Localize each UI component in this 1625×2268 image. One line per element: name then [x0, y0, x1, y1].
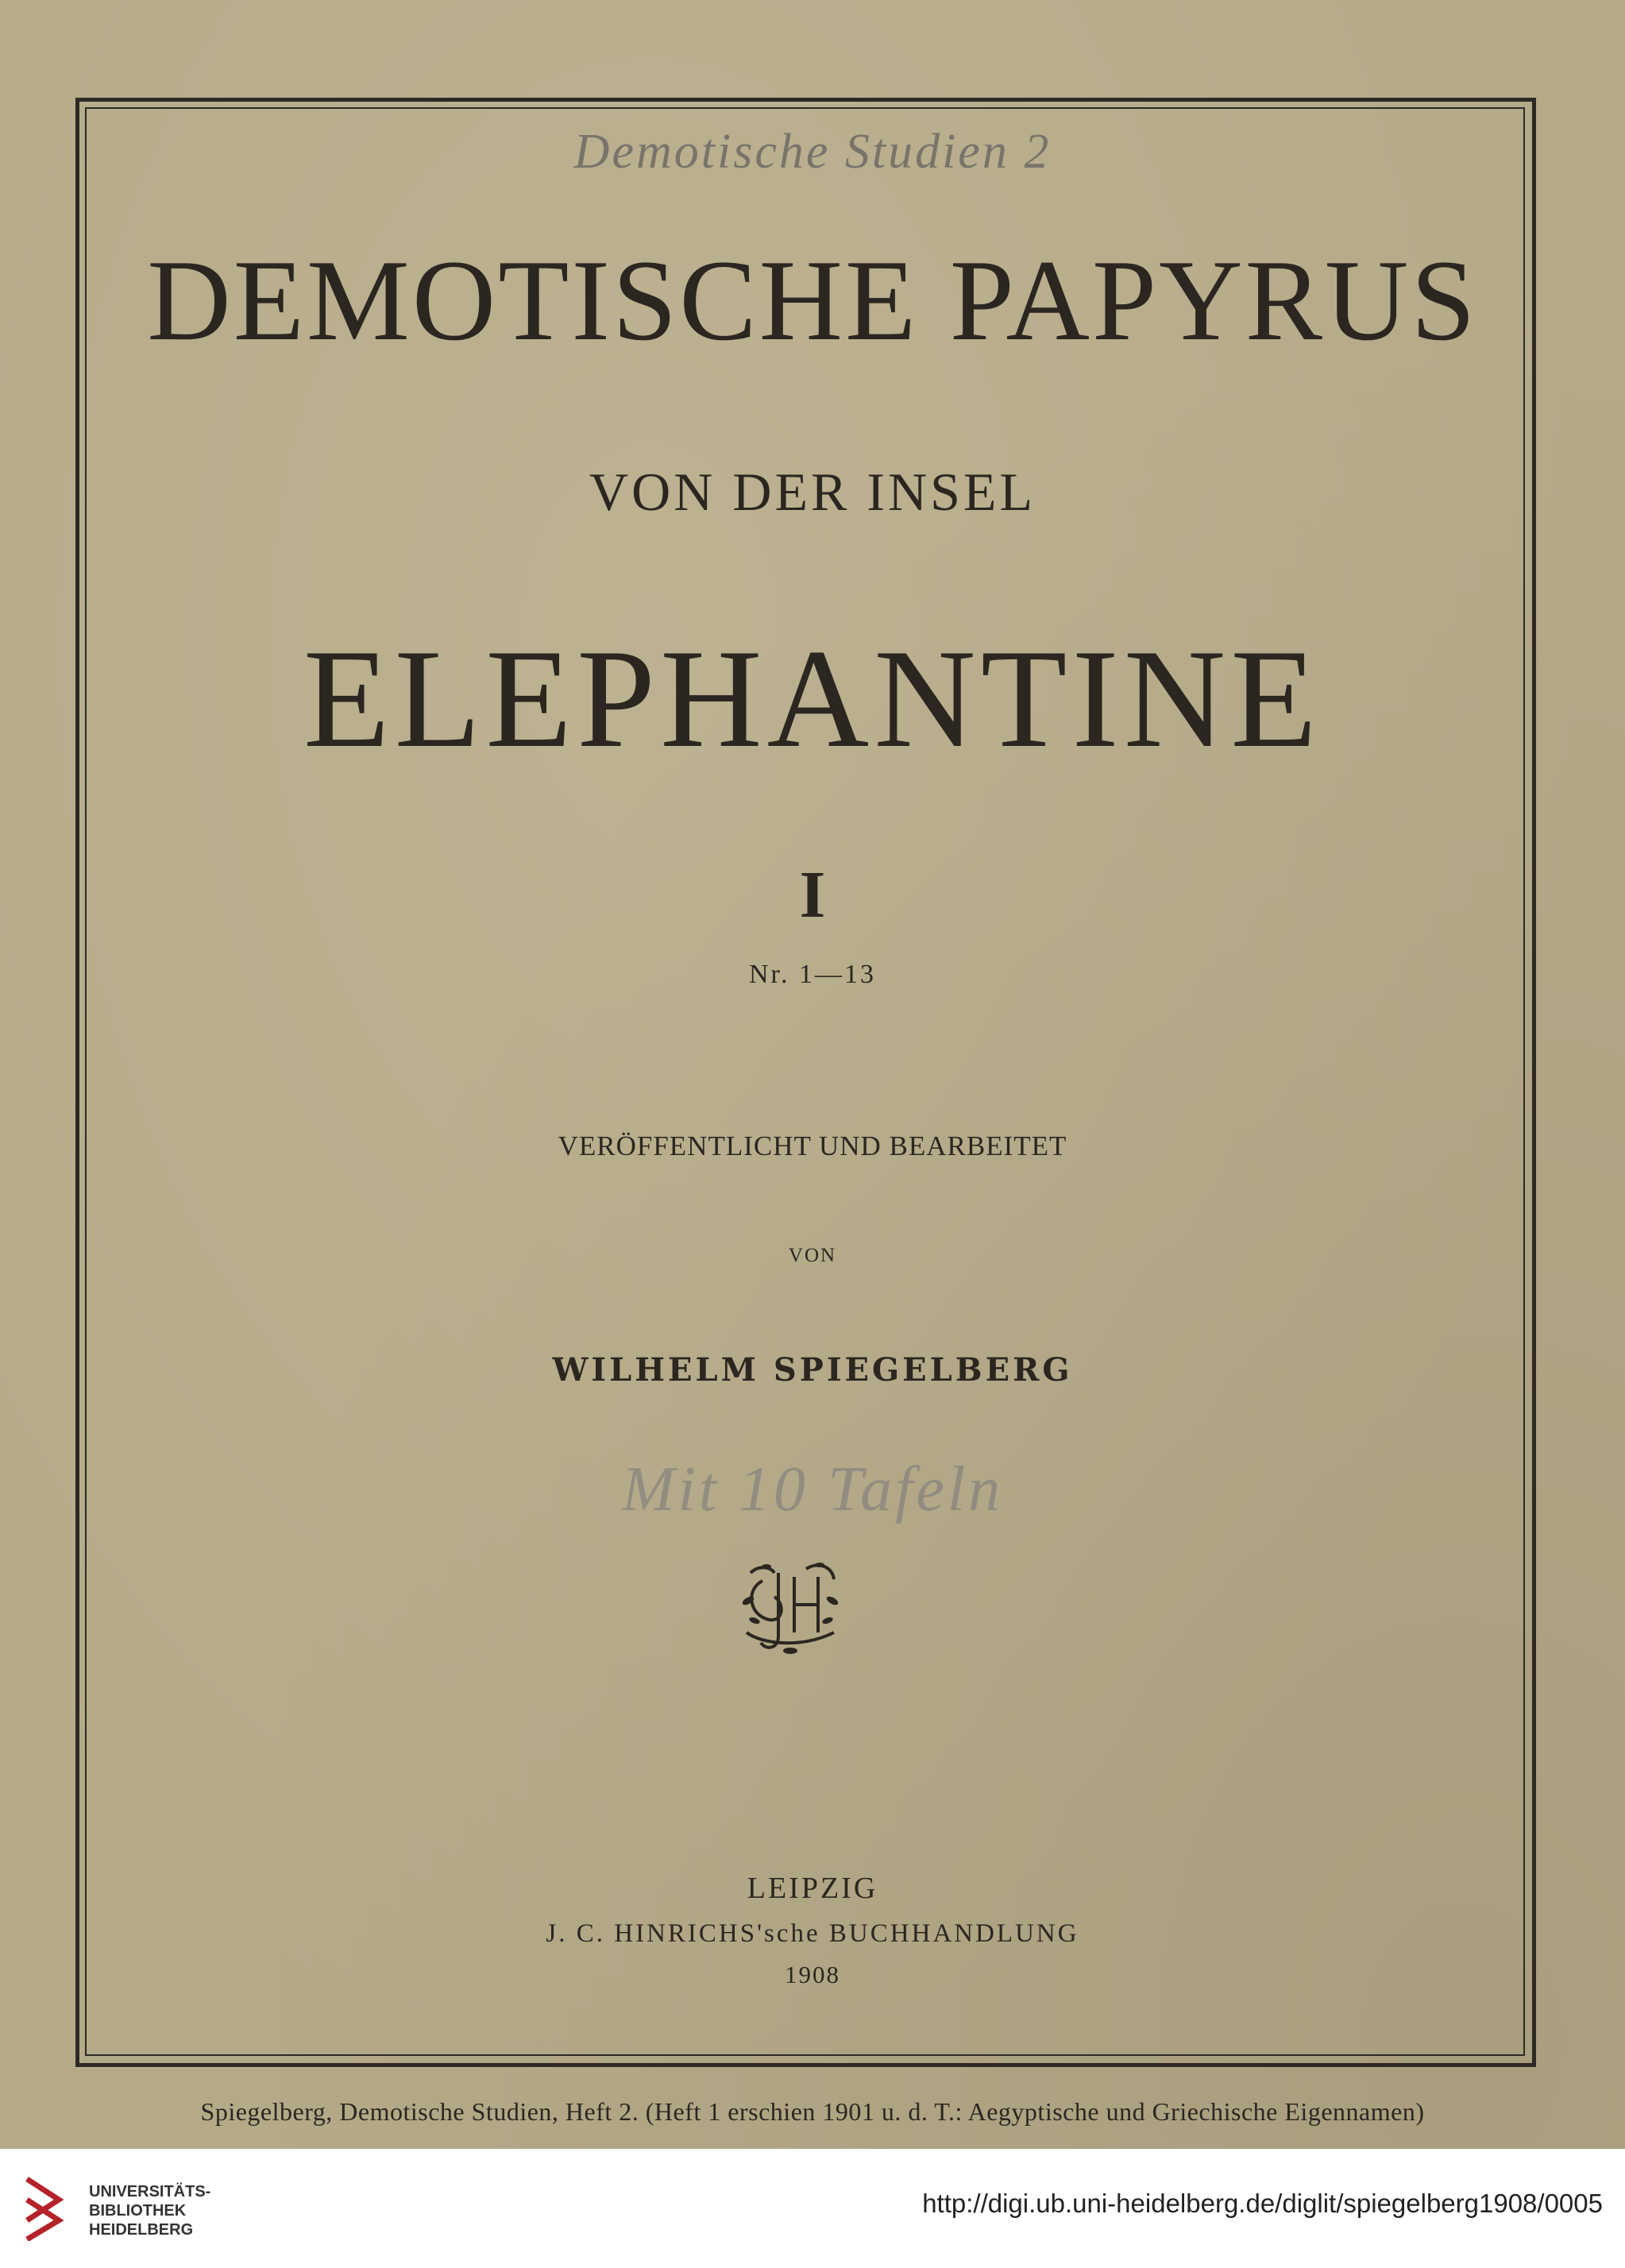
book-location-title: ELEPHANTINE: [303, 620, 1322, 777]
ub-heidelberg-logo-icon: [22, 2176, 67, 2241]
handwritten-note-plates: Mit 10 Tafeln: [621, 1455, 1004, 1524]
book-subtitle: VON DER INSEL: [589, 462, 1036, 522]
publisher-name: J. C. HINRICHS'sche BUCHHANDLUNG: [546, 1919, 1079, 1948]
library-name-line: UNIVERSITÄTS-: [89, 2183, 211, 2200]
publication-city: LEIPZIG: [747, 1872, 878, 1905]
book-title: DEMOTISCHE PAPYRUS: [147, 236, 1478, 365]
author-name: WILHELM SPIEGELBERG: [552, 1351, 1073, 1389]
series-note: Spiegelberg, Demotische Studien, Heft 2. (Heft 1 erschien 1901 u. d. T.: Aegyptische und Griechische Eigennamen): [200, 2097, 1425, 2126]
library-name-line: BIBLIOTHEK: [89, 2202, 187, 2220]
library-name: [89, 2182, 210, 2239]
source-url-link[interactable]: http://digi.ub.uni-heidelberg.de/diglit/spiegelberg1908/0005: [922, 2189, 1603, 2218]
handwritten-note-series: Demotische Studien 2: [573, 125, 1052, 179]
volume-number: I: [799, 858, 826, 932]
page-border-inner: [85, 107, 1525, 2056]
digitization-footer: [0, 2149, 1625, 2268]
publisher-monogram-icon: [731, 1557, 850, 1660]
papyrus-numbers: Nr. 1—13: [749, 960, 876, 989]
by-line: VON: [788, 1245, 837, 1266]
library-name-line: HEIDELBERG: [89, 2221, 194, 2239]
published-statement: VERÖFFENTLICHT UND BEARBEITET: [558, 1130, 1067, 1161]
publication-year: 1908: [785, 1961, 840, 1988]
